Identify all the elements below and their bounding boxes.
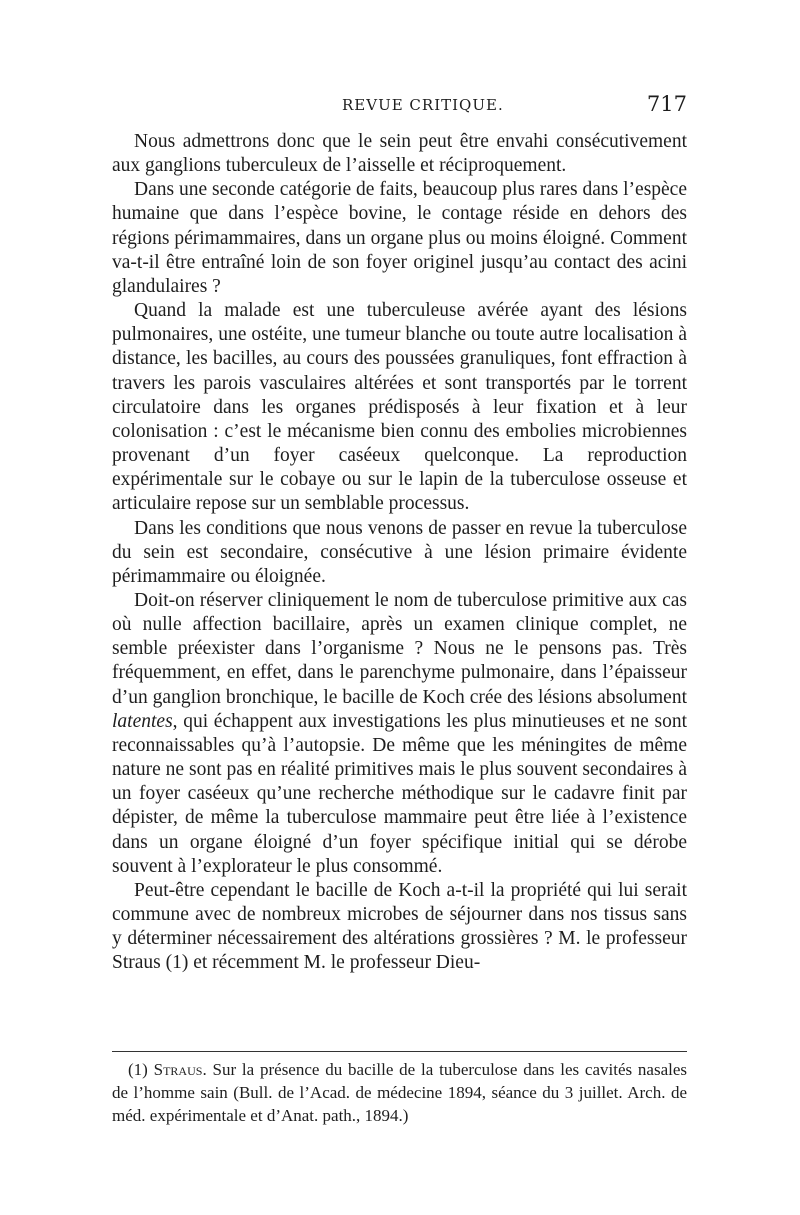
footnotes bbox=[112, 1058, 687, 1127]
paragraph: Peut-être cependant le bacille de Koch a-t-il la propriété qui lui serait commune avec de nombreux microbes de séjourner dans nos tissus sans y déterminer nécessairement des altérations grossières ? M. le professeur Straus (1) et récemment M. le professeur Dieu- bbox=[112, 879, 687, 974]
page-header bbox=[112, 92, 687, 122]
page-number: 717 bbox=[646, 92, 687, 116]
emphasis-text: latentes bbox=[112, 710, 173, 732]
footnote bbox=[112, 1058, 687, 1127]
paragraph-text: , qui échappent aux investigations les plus minutieuses et ne sont reconnaissables qu’à l’autopsie. De même que les méningites de même nature ne sont pas en réalité primitives mais le plus souvent secondaires à un foyer caséeux qu’une recherche méthodique sur le cadavre finit par dépister, de même la tuberculose mammaire peut être liée à l’existence dans un organe éloigné d’un foyer spécifique initial qui se dérobe souvent à l’explorateur le plus consommé. bbox=[112, 710, 687, 877]
running-head: REVUE CRITIQUE. bbox=[342, 96, 504, 114]
body-text bbox=[112, 130, 687, 975]
footnote-marker: (1) bbox=[128, 1060, 148, 1079]
footnote-divider bbox=[112, 1051, 687, 1052]
paragraph-text: Doit-on réserver cliniquement le nom de tuberculose primitive aux cas où nulle affection bacillaire, après un examen clinique complet, ne semble préexister dans l’organisme ? Nous ne le pensons pas. Très fréquemment, en effet, dans le parenchyme pulmonaire, dans l’épaisseur d’un ganglion bronchique, le bacille de Koch crée des lésions absolument bbox=[112, 589, 687, 708]
paragraph: Dans les conditions que nous venons de passer en revue la tuberculose du sein est secondaire, consécutive à une lésion primaire évidente périmammaire ou éloignée. bbox=[112, 517, 687, 587]
paragraph: Nous admettrons donc que le sein peut être envahi consécutivement aux ganglions tuberculeux de l’aisselle et réciproquement. bbox=[112, 131, 687, 177]
footnote-text: . Sur la présence du bacille de la tuberculose dans les cavités nasales de l’homme sain (Bull. de l’Acad. de médecine 1894, séance du 3 juillet. Arch. de méd. expérimentale et d’Anat. path., 1894.) bbox=[112, 1060, 688, 1125]
paragraph bbox=[112, 589, 687, 879]
paragraph: Dans une seconde catégorie de faits, beaucoup plus rares dans l’espèce humaine que dans l’espèce bovine, le contage réside en dehors des régions périmammaires, dans un organe plus ou moins éloigné. Comment va-t-il être entraîné loin de son foyer originel jusqu’au contact des acini glandulaires ? bbox=[112, 179, 687, 297]
paragraph: Quand la malade est une tuberculeuse avérée ayant des lésions pulmonaires, une ostéite, une tumeur blanche ou toute autre localisation à distance, les bacilles, au cours des poussées granuliques, font effraction à travers les parois vasculaires altérées et sont transportés par le torrent circulatoire dans les organes prédisposés à leur fixation et à leur colonisation : c’est le mécanisme bien connu des embolies microbiennes provenant d’un foyer caséeux quelconque. La reproduction expérimentale sur le cobaye ou sur le lapin de la tuberculose osseuse et articulaire repose sur un semblable processus. bbox=[112, 300, 687, 515]
footnote-author: Straus bbox=[153, 1060, 203, 1079]
